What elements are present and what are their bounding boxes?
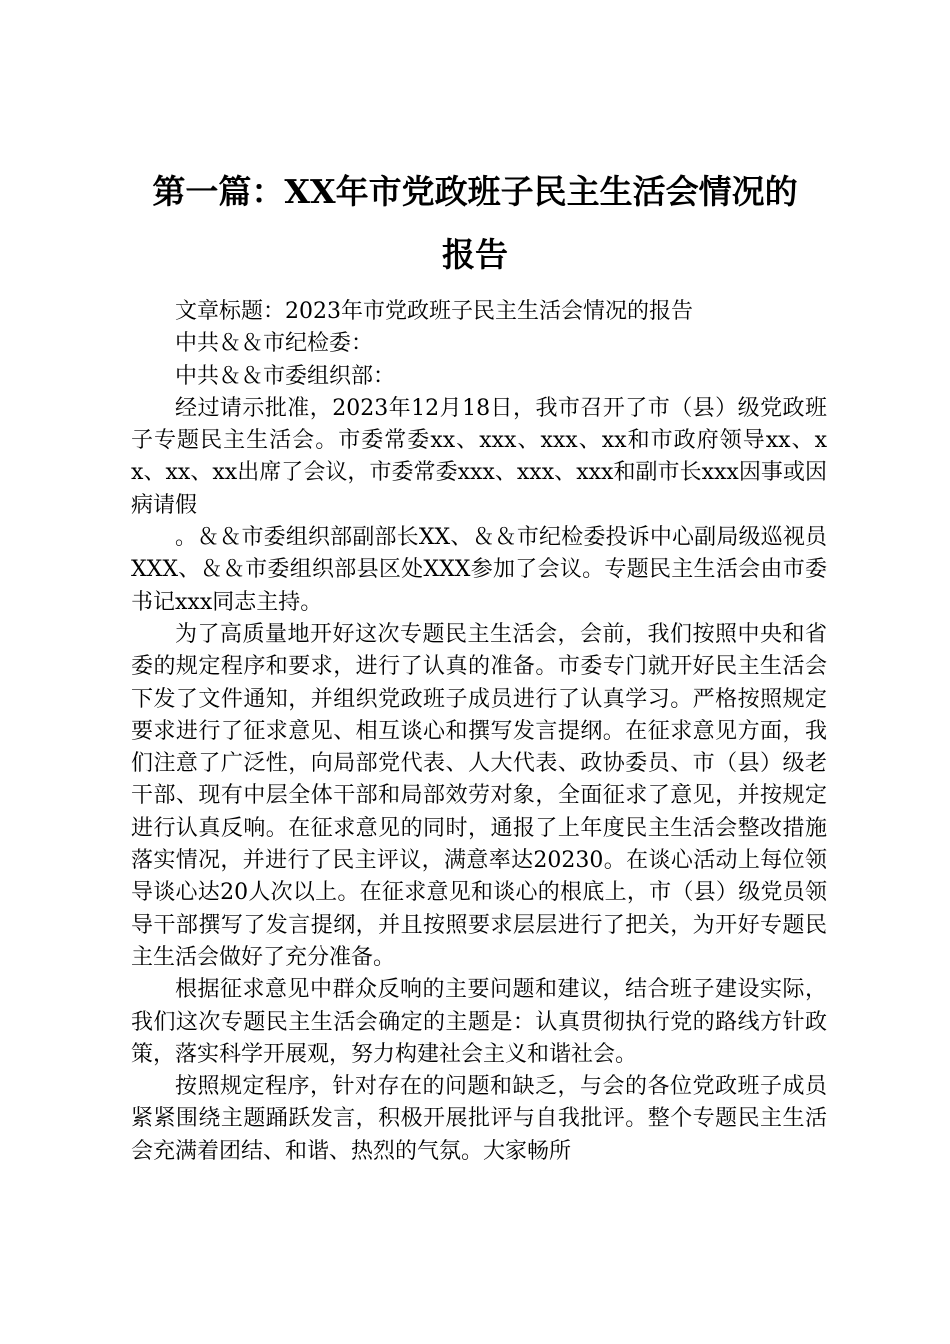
title-line-1: 第一篇：XX年市党政班子民主生活会情况的 [152,172,798,211]
document-body [131,296,827,1168]
body-paragraph: 。＆＆市委组织部副部长XX、＆＆市纪检委投诉中心副局级巡视员XXX、＆＆市委组织部县区处XXX参加了会议。专题民主生活会由市委书记xxx同志主持。 [131,525,827,615]
title-line-2: 报告 [442,235,508,274]
body-paragraph: 按照规定程序，针对存在的问题和缺乏，与会的各位党政班子成员紧紧围绕主题踊跃发言，积极开展批评与自我批评。整个专题民主生活会充满着团结、和谐、热烈的气氛。大家畅所 [131,1074,827,1164]
body-paragraph: 根据征求意见中群众反响的主要问题和建议，结合班子建设实际，我们这次专题民主生活会确定的主题是：认真贯彻执行党的路线方针政策，落实科学开展观，努力构建社会主义和谐社会。 [131,977,827,1067]
recipient-line-2: 中共＆＆市委组织部： [175,363,396,389]
body-paragraph: 为了高质量地开好这次专题民主生活会，会前，我们按照中央和省委的规定程序和要求，进行了认真的准备。市委专门就开好民主生活会下发了文件通知，并组织党政班子成员进行了认真学习。严格按照规定要求进行了征求意见、相互谈心和撰写发言提纲。在征求意见方面，我们注意了广泛性，向局部党代表、人大代表、政协委员、市（县）级老干部、现有中层全体干部和局部效劳对象，全面征求了意见，并按规定进行认真反响。在征求意见的同时，通报了上年度民主生活会整改措施落实情况，并进行了民主评议，满意率达20230。在谈心活动上每位领导谈心达20人次以上。在征求意见和谈心的根底上，市（县）级党员领导干部撰写了发言提纲，并且按照要求层层进行了把关，为开好专题民主生活会做好了充分准备。 [131,621,827,970]
article-title-line: 文章标题：2023年市党政班子民主生活会情况的报告 [175,299,693,324]
document-title [100,160,850,286]
recipient-line-1: 中共＆＆市纪检委： [175,331,374,357]
body-paragraph: 经过请示批准，2023年12月18日，我市召开了市（县）级党政班子专题民主生活会。市委常委xx、xxx、xxx、xx和市政府领导xx、xx、xx、xx出席了会议，市委常委xxx、xxx、xxx和副市长xxx因事或因病请假 [131,395,827,518]
